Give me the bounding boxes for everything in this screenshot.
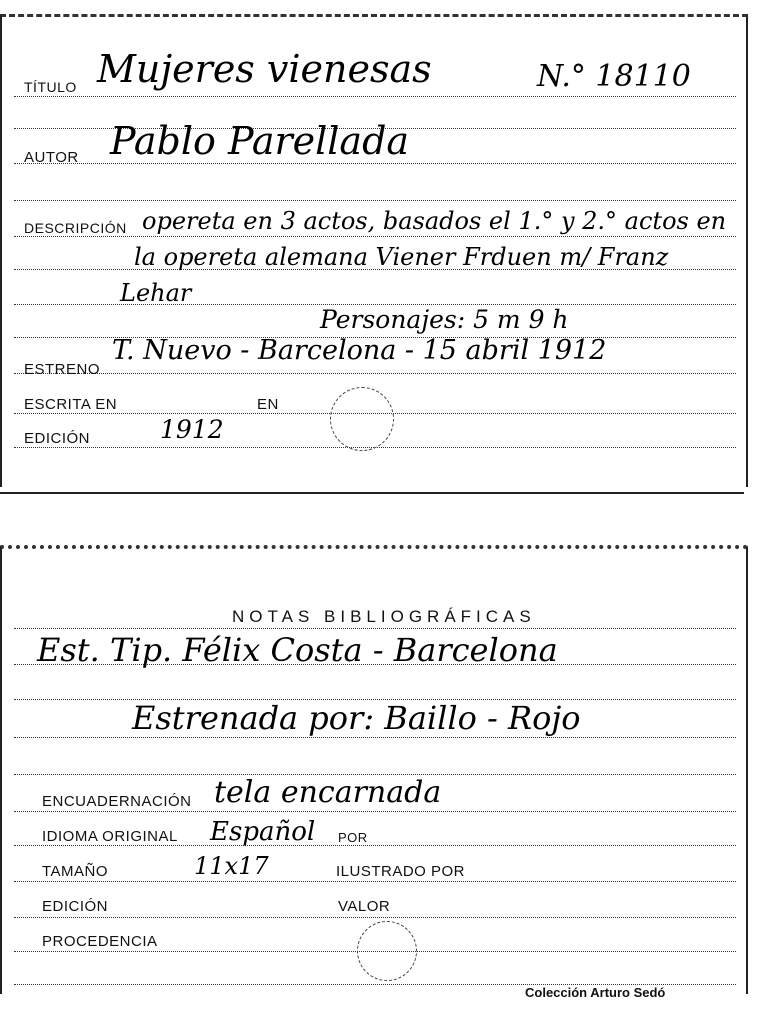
rule-line xyxy=(14,163,736,164)
estreno-label: ESTRENO xyxy=(24,361,101,378)
collection-footer: Colección Arturo Sedó xyxy=(525,985,666,1000)
card-separator xyxy=(0,492,744,494)
descripcion-label: DESCRIPCIÓN xyxy=(24,220,127,236)
rule-line xyxy=(14,881,736,882)
idioma-value: Español xyxy=(210,817,316,847)
nota-line1: Est. Tip. Félix Costa - Barcelona xyxy=(37,631,558,669)
encuadernacion-value: tela encarnada xyxy=(214,775,442,810)
catalog-card-bottom xyxy=(0,545,748,994)
tamano-label: TAMAÑO xyxy=(42,863,109,880)
rule-line xyxy=(14,917,736,918)
descripcion-line2: la opereta alemana Viener Frduen m/ Franz xyxy=(134,243,669,271)
card-number: N.° 18110 xyxy=(537,59,691,94)
escrita-en-label: ESCRITA EN xyxy=(24,396,118,413)
titulo-value: Mujeres vienesas xyxy=(97,47,432,91)
idioma-label: IDIOMA ORIGINAL xyxy=(42,828,178,845)
notas-heading: NOTAS BIBLIOGRÁFICAS xyxy=(232,607,536,626)
rule-line xyxy=(14,236,736,237)
rule-line xyxy=(14,845,736,846)
catalog-card-top xyxy=(0,14,748,487)
ilustrado-label: ILUSTRADO POR xyxy=(336,863,466,880)
edicion-value: 1912 xyxy=(160,415,224,444)
rule-line xyxy=(14,96,736,97)
rule-line xyxy=(14,628,736,629)
library-stamp xyxy=(330,387,394,451)
personajes-note: Personajes: 5 m 9 h xyxy=(320,305,569,334)
autor-label: AUTOR xyxy=(24,149,79,166)
rule-line xyxy=(14,737,736,738)
nota-line2: Estrenada por: Baillo - Rojo xyxy=(132,699,581,737)
rule-line xyxy=(14,373,736,374)
library-stamp-2 xyxy=(357,921,417,981)
titulo-label: TÍTULO xyxy=(24,79,77,95)
edicion-label-2: EDICIÓN xyxy=(42,898,109,915)
rule-line xyxy=(14,200,736,201)
tamano-value: 11x17 xyxy=(194,852,269,880)
descripcion-line1: opereta en 3 actos, basados el 1.° y 2.° actos en xyxy=(142,207,727,235)
procedencia-label: PROCEDENCIA xyxy=(42,933,158,950)
por-label: POR xyxy=(338,830,368,845)
valor-label: VALOR xyxy=(338,898,391,915)
en-label: EN xyxy=(257,396,279,413)
descripcion-line3: Lehar xyxy=(120,279,192,307)
edicion-label: EDICIÓN xyxy=(24,430,91,447)
estreno-value: T. Nuevo - Barcelona - 15 abril 1912 xyxy=(112,335,607,366)
encuadernacion-label: ENCUADERNACIÓN xyxy=(42,793,192,810)
rule-line xyxy=(14,811,736,812)
autor-value: Pablo Parellada xyxy=(110,119,410,163)
